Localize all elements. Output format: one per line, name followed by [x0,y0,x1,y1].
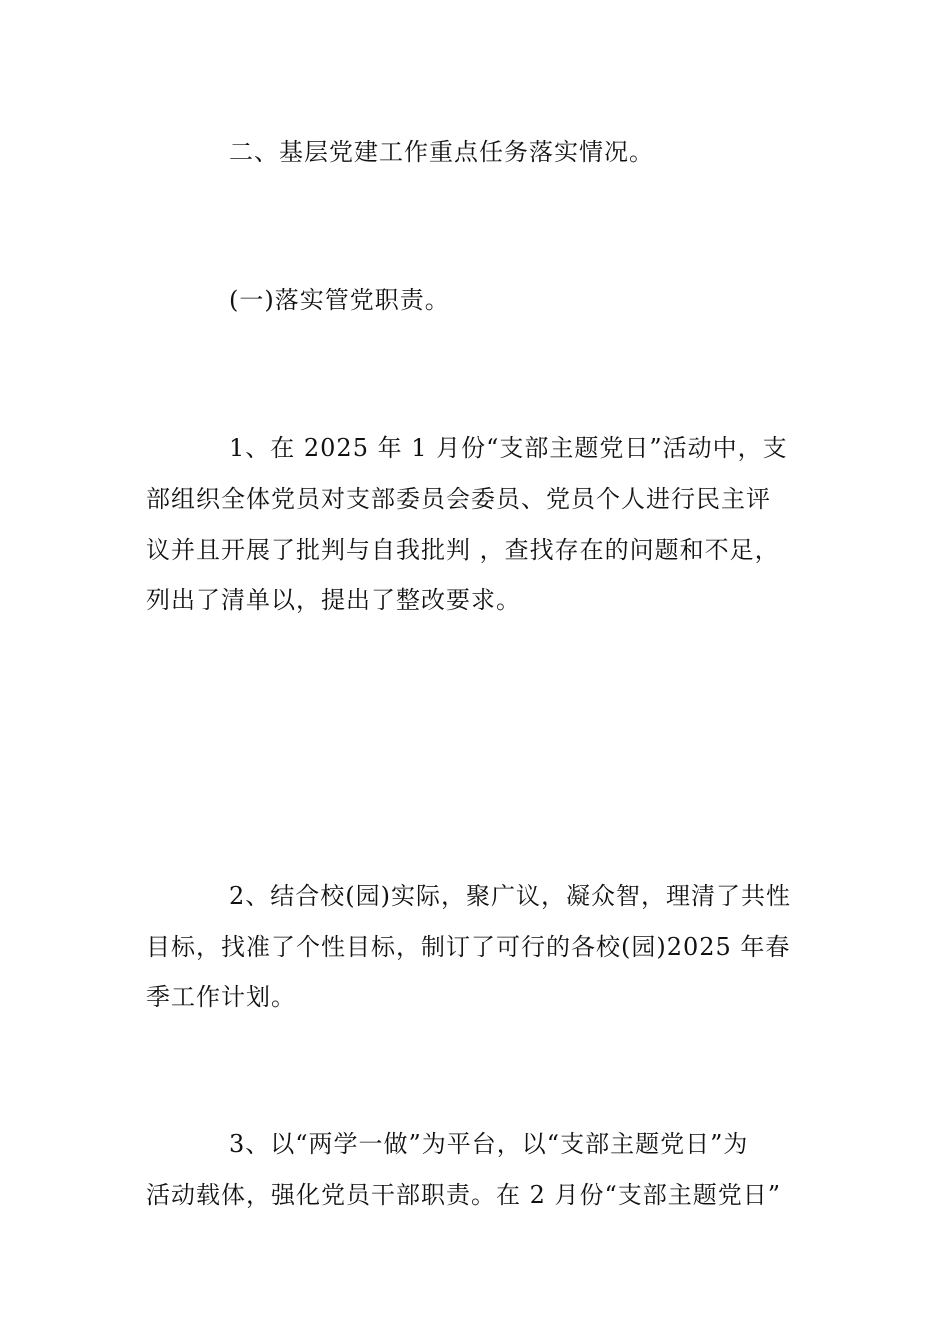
paragraph-line: 1、在 2025 年 1 月份“支部主题党日”活动中，支 [229,434,788,462]
paragraph-line: 议并且开展了批判与自我批判 ，查找存在的问题和不足， [146,536,780,564]
paragraph-line: 活动载体，强化党员干部职责。在 2 月份“支部主题党日” [146,1181,782,1209]
paragraph-line: 季工作计划。 [146,983,296,1011]
paragraph-line: 2、结合校(园)实际，聚广议，凝众智，理清了共性 [229,882,791,910]
paragraph-line: 3、以“两学一做”为平台，以“支部主题党日”为 [229,1130,749,1158]
paragraph-line: 目标，找准了个性目标，制订了可行的各校(园)2025 年春 [146,933,791,961]
paragraph-line: 列出了清单以，提出了整改要求。 [146,586,521,614]
paragraph-line: 部组织全体党员对支部委员会委员、党员个人进行民主评 [146,485,771,513]
subsection-heading: (一)落实管党职责。 [229,286,450,314]
section-heading: 二、基层党建工作重点任务落实情况。 [229,138,654,166]
